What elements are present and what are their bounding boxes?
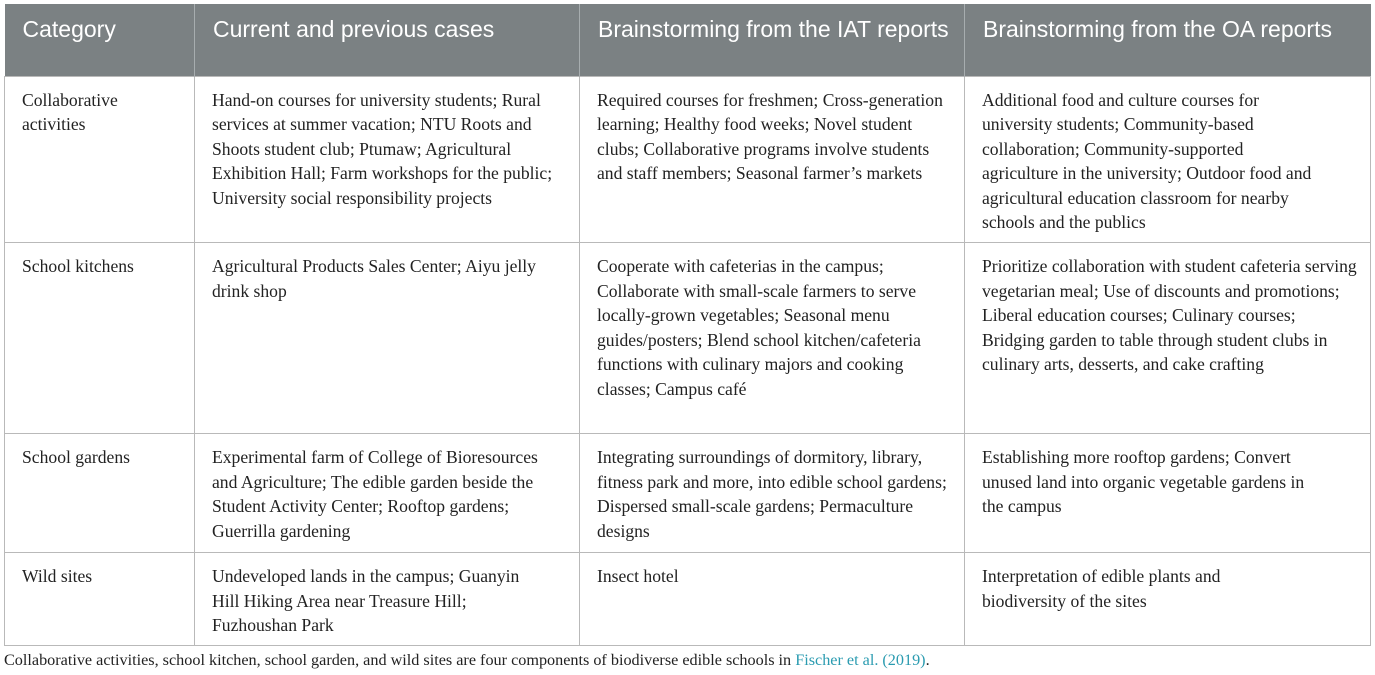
header-current-previous-cases: Current and previous cases — [195, 4, 580, 76]
cell-oa: Prioritize collaboration with student cafeteria serving vegetarian meal; Use of discounts and promotions; Liberal education courses; Culinary courses; Bridging garden to table through student clubs in culinary arts, desserts, and cake crafting — [965, 243, 1371, 434]
cell-iat: Integrating surroundings of dormitory, library, fitness park and more, into edible school gardens; Dispersed small-scale gardens; Permaculture designs — [580, 434, 965, 553]
header-category: Category — [5, 4, 195, 76]
table-row — [5, 76, 1371, 243]
header-row — [5, 4, 1371, 76]
cell-iat: Cooperate with cafeterias in the campus; Collaborate with small-scale farmers to serve locally-grown vegetables; Seasonal menu guides/posters; Blend school kitchen/cafeteria functions with culinary majors and cooking classes; Campus café — [580, 243, 965, 434]
cell-category: Wild sites — [5, 553, 195, 646]
cell-iat: Required courses for freshmen; Cross-generation learning; Healthy food weeks; Novel student clubs; Collaborative programs involve students and staff members; Seasonal farmer’s markets — [580, 76, 965, 243]
cell-oa: Additional food and culture courses for university students; Community-based collaboration; Community-supported agriculture in the university; Outdoor food and agricultural education classroom for nearby schools and the publics — [965, 76, 1371, 243]
table-row — [5, 434, 1371, 553]
header-oa-brainstorming: Brainstorming from the OA reports — [965, 4, 1371, 76]
data-table — [4, 4, 1371, 646]
cell-category: School kitchens — [5, 243, 195, 434]
cell-current-cases: Undeveloped lands in the campus; Guanyin Hill Hiking Area near Treasure Hill; Fuzhoushan Park — [195, 553, 580, 646]
cell-oa: Establishing more rooftop gardens; Convert unused land into organic vegetable gardens in the campus — [965, 434, 1371, 553]
footnote-text: Collaborative activities, school kitchen, school garden, and wild sites are four components of biodiverse edible schools in — [4, 651, 796, 669]
citation-link[interactable]: Fischer et al. (2019) — [795, 651, 926, 669]
header-iat-brainstorming: Brainstorming from the IAT reports — [580, 4, 965, 76]
table-row — [5, 553, 1371, 646]
cell-oa: Interpretation of edible plants and biodiversity of the sites — [965, 553, 1371, 646]
cell-current-cases: Agricultural Products Sales Center; Aiyu jelly drink shop — [195, 243, 580, 434]
table-header — [5, 4, 1371, 76]
table-body — [5, 76, 1371, 645]
table-row — [5, 243, 1371, 434]
cell-category: School gardens — [5, 434, 195, 553]
cell-iat: Insect hotel — [580, 553, 965, 646]
table-footnote — [4, 651, 930, 670]
cell-current-cases: Hand-on courses for university students; Rural services at summer vacation; NTU Roots and Shoots student club; Ptumaw; Agricultural Exhibition Hall; Farm workshops for the public; University social responsibility projects — [195, 76, 580, 243]
cell-category: Collaborative activities — [5, 76, 195, 243]
cell-current-cases: Experimental farm of College of Bioresources and Agriculture; The edible garden beside the Student Activity Center; Rooftop gardens; Guerrilla gardening — [195, 434, 580, 553]
footnote-period: . — [925, 651, 930, 669]
